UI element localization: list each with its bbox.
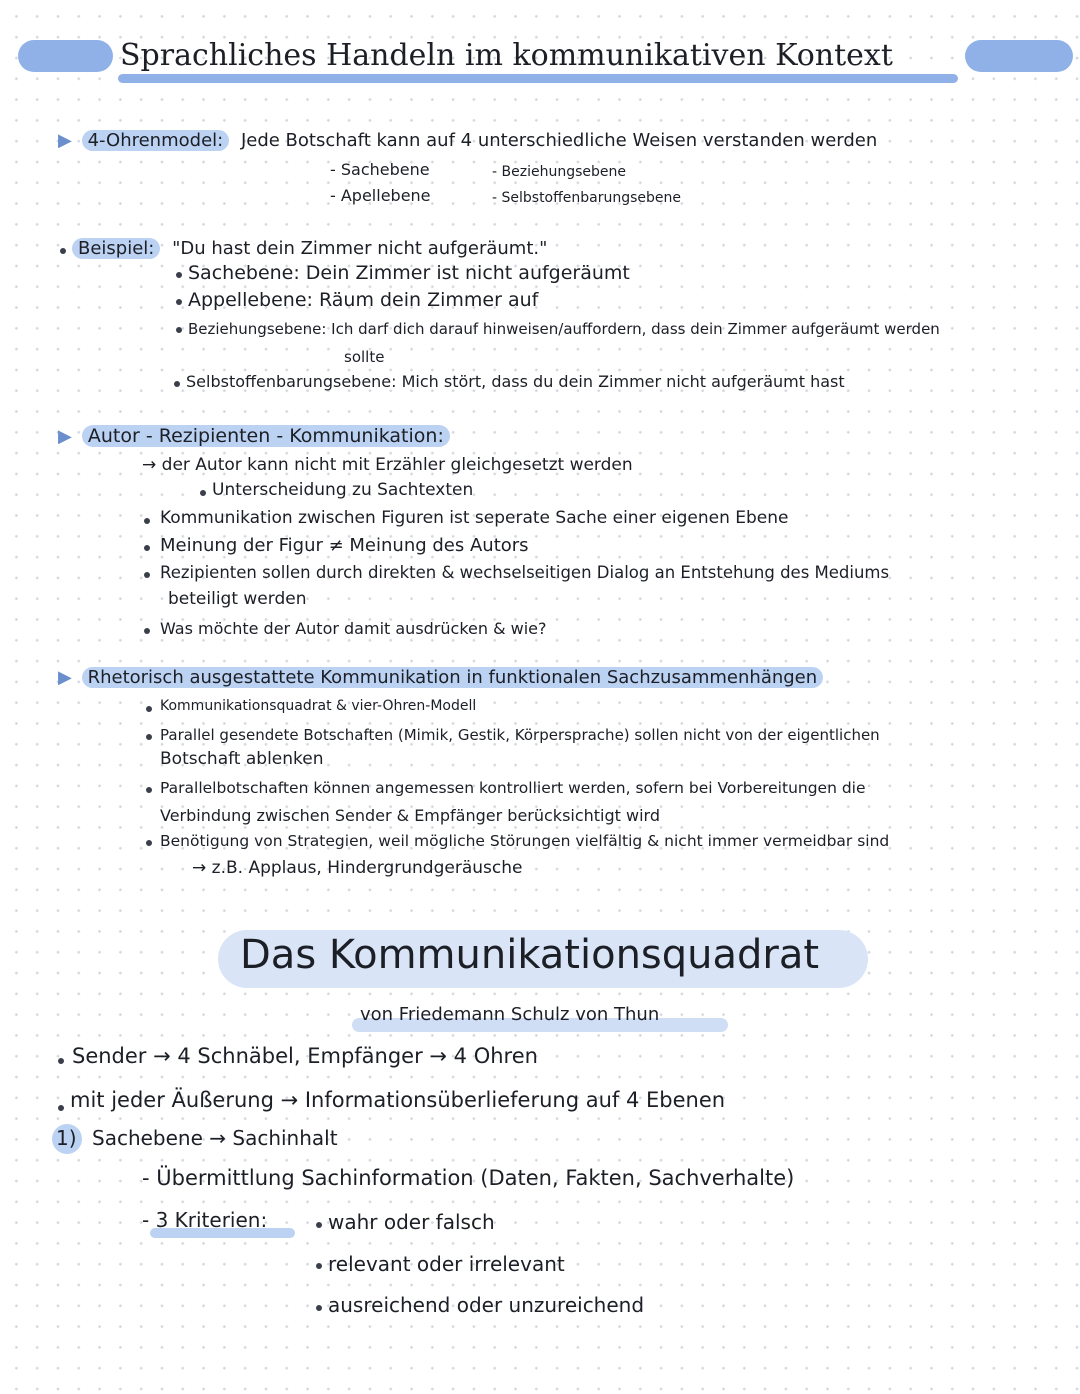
example-item: Sachebene: Dein Zimmer ist nicht aufgeräumt [188, 262, 630, 284]
autor-heading [58, 425, 450, 447]
bullet [146, 734, 152, 740]
autor-arrow-line: → der Autor kann nicht mit Erzähler gleichgesetzt werden [142, 455, 633, 475]
level1: Sachebene → Sachinhalt [92, 1126, 338, 1150]
title-bar-left [18, 40, 113, 72]
rhetorisch-bullet: → z.B. Applaus, Hindergrundgeräusche [192, 858, 523, 878]
autor-sub: Unterscheidung zu Sachtexten [212, 480, 474, 500]
ohren-label: 4-Ohrenmodel: [82, 130, 230, 151]
example-label: Beispiel: [72, 238, 160, 259]
bullet [200, 490, 206, 496]
triangle-icon: ▶ [58, 130, 72, 151]
example-item: sollte [344, 348, 385, 366]
ohren-col1-1: - Apellebene [330, 186, 431, 205]
bullet [176, 327, 182, 333]
autor-bullet: Meinung der Figur ≠ Meinung des Autors [160, 535, 529, 556]
page-title: Sprachliches Handeln im kommunikativen Kontext [120, 38, 893, 73]
bullet [176, 272, 182, 278]
rhetorisch-heading-text: Rhetorisch ausgestattete Kommunikation in funktionalen Sachzusammenhängen [82, 667, 824, 688]
example-item: Beziehungsebene: Ich darf dich darauf hinweisen/auffordern, dass dein Zimmer aufgeräumt werden [188, 320, 940, 338]
bullet [146, 840, 152, 846]
autor-bullet: beteiligt werden [168, 589, 307, 609]
rhetorisch-bullet: Benötigung von Strategien, weil mögliche Störungen vielfältig & nicht immer vermeidbar sind [160, 832, 890, 850]
quadrat-title: Das Kommunikationsquadrat [240, 932, 820, 978]
autor-bullet: Kommunikation zwischen Figuren ist seperate Sache einer eigenen Ebene [160, 508, 789, 528]
bullet [144, 628, 150, 634]
example-line [72, 238, 547, 259]
quadrat-line: mit jeder Äußerung → Informationsüberlieferung auf 4 Ebenen [70, 1088, 726, 1112]
ohren-col2-0: - Beziehungsebene [492, 164, 626, 180]
level1-detail: - Übermittlung Sachinformation (Daten, Fakten, Sachverhalte) [142, 1166, 795, 1190]
bullet [316, 1305, 322, 1311]
bullet [176, 299, 182, 305]
ohren-col1-0: - Sachebene [330, 160, 430, 179]
bullet [144, 572, 150, 578]
quadrat-line: Sender → 4 Schnäbel, Empfänger → 4 Ohren [72, 1044, 538, 1068]
autor-bullet: Rezipienten sollen durch direkten & wechselseitigen Dialog an Entstehung des Mediums [160, 563, 890, 582]
autor-bullet: Was möchte der Autor damit ausdrücken & wie? [160, 619, 547, 638]
ohren-text: Jede Botschaft kann auf 4 unterschiedliche Weisen verstanden werden [240, 130, 878, 151]
rhetorisch-heading [58, 667, 823, 688]
bullet [174, 381, 180, 387]
triangle-icon: ▶ [58, 426, 72, 447]
rhetorisch-bullet: Botschaft ablenken [160, 749, 324, 769]
example-item: Appellebene: Räum dein Zimmer auf [188, 289, 539, 311]
bullet [58, 1058, 64, 1064]
bullet [146, 706, 152, 712]
bullet [146, 787, 152, 793]
bullet [316, 1222, 322, 1228]
ohren-line [58, 130, 877, 151]
title-underline [118, 74, 958, 83]
example-item: Selbstoffenbarungsebene: Mich stört, dass du dein Zimmer nicht aufgeräumt hast [186, 372, 845, 391]
bullet [316, 1263, 322, 1269]
rhetorisch-bullet: Verbindung zwischen Sender & Empfänger berücksichtigt wird [160, 806, 660, 825]
autor-heading-text: Autor - Rezipienten - Kommunikation: [82, 425, 450, 447]
criterion: wahr oder falsch [328, 1210, 495, 1234]
bullet [58, 1105, 64, 1111]
quadrat-subtitle: von Friedemann Schulz von Thun [360, 1004, 660, 1025]
criteria-label: - 3 Kriterien: [142, 1208, 268, 1232]
rhetorisch-bullet: Kommunikationsquadrat & vier-Ohren-Modell [160, 698, 477, 714]
bullet [144, 545, 150, 551]
title-bar-right [965, 40, 1073, 72]
level-number: 1) [56, 1126, 77, 1150]
rhetorisch-bullet: Parallel gesendete Botschaften (Mimik, Gestik, Körpersprache) sollen nicht von der eigentlichen [160, 726, 880, 744]
criterion: ausreichend oder unzureichend [328, 1293, 645, 1317]
ohren-col2-1: - Selbstoffenbarungsebene [492, 190, 682, 206]
bullet [60, 248, 66, 254]
bullet [144, 518, 150, 524]
rhetorisch-bullet: Parallelbotschaften können angemessen kontrolliert werden, sofern bei Vorbereitungen die [160, 779, 866, 797]
triangle-icon: ▶ [58, 667, 72, 688]
example-quote: "Du hast dein Zimmer nicht aufgeräumt." [172, 238, 548, 259]
criterion: relevant oder irrelevant [328, 1252, 565, 1276]
